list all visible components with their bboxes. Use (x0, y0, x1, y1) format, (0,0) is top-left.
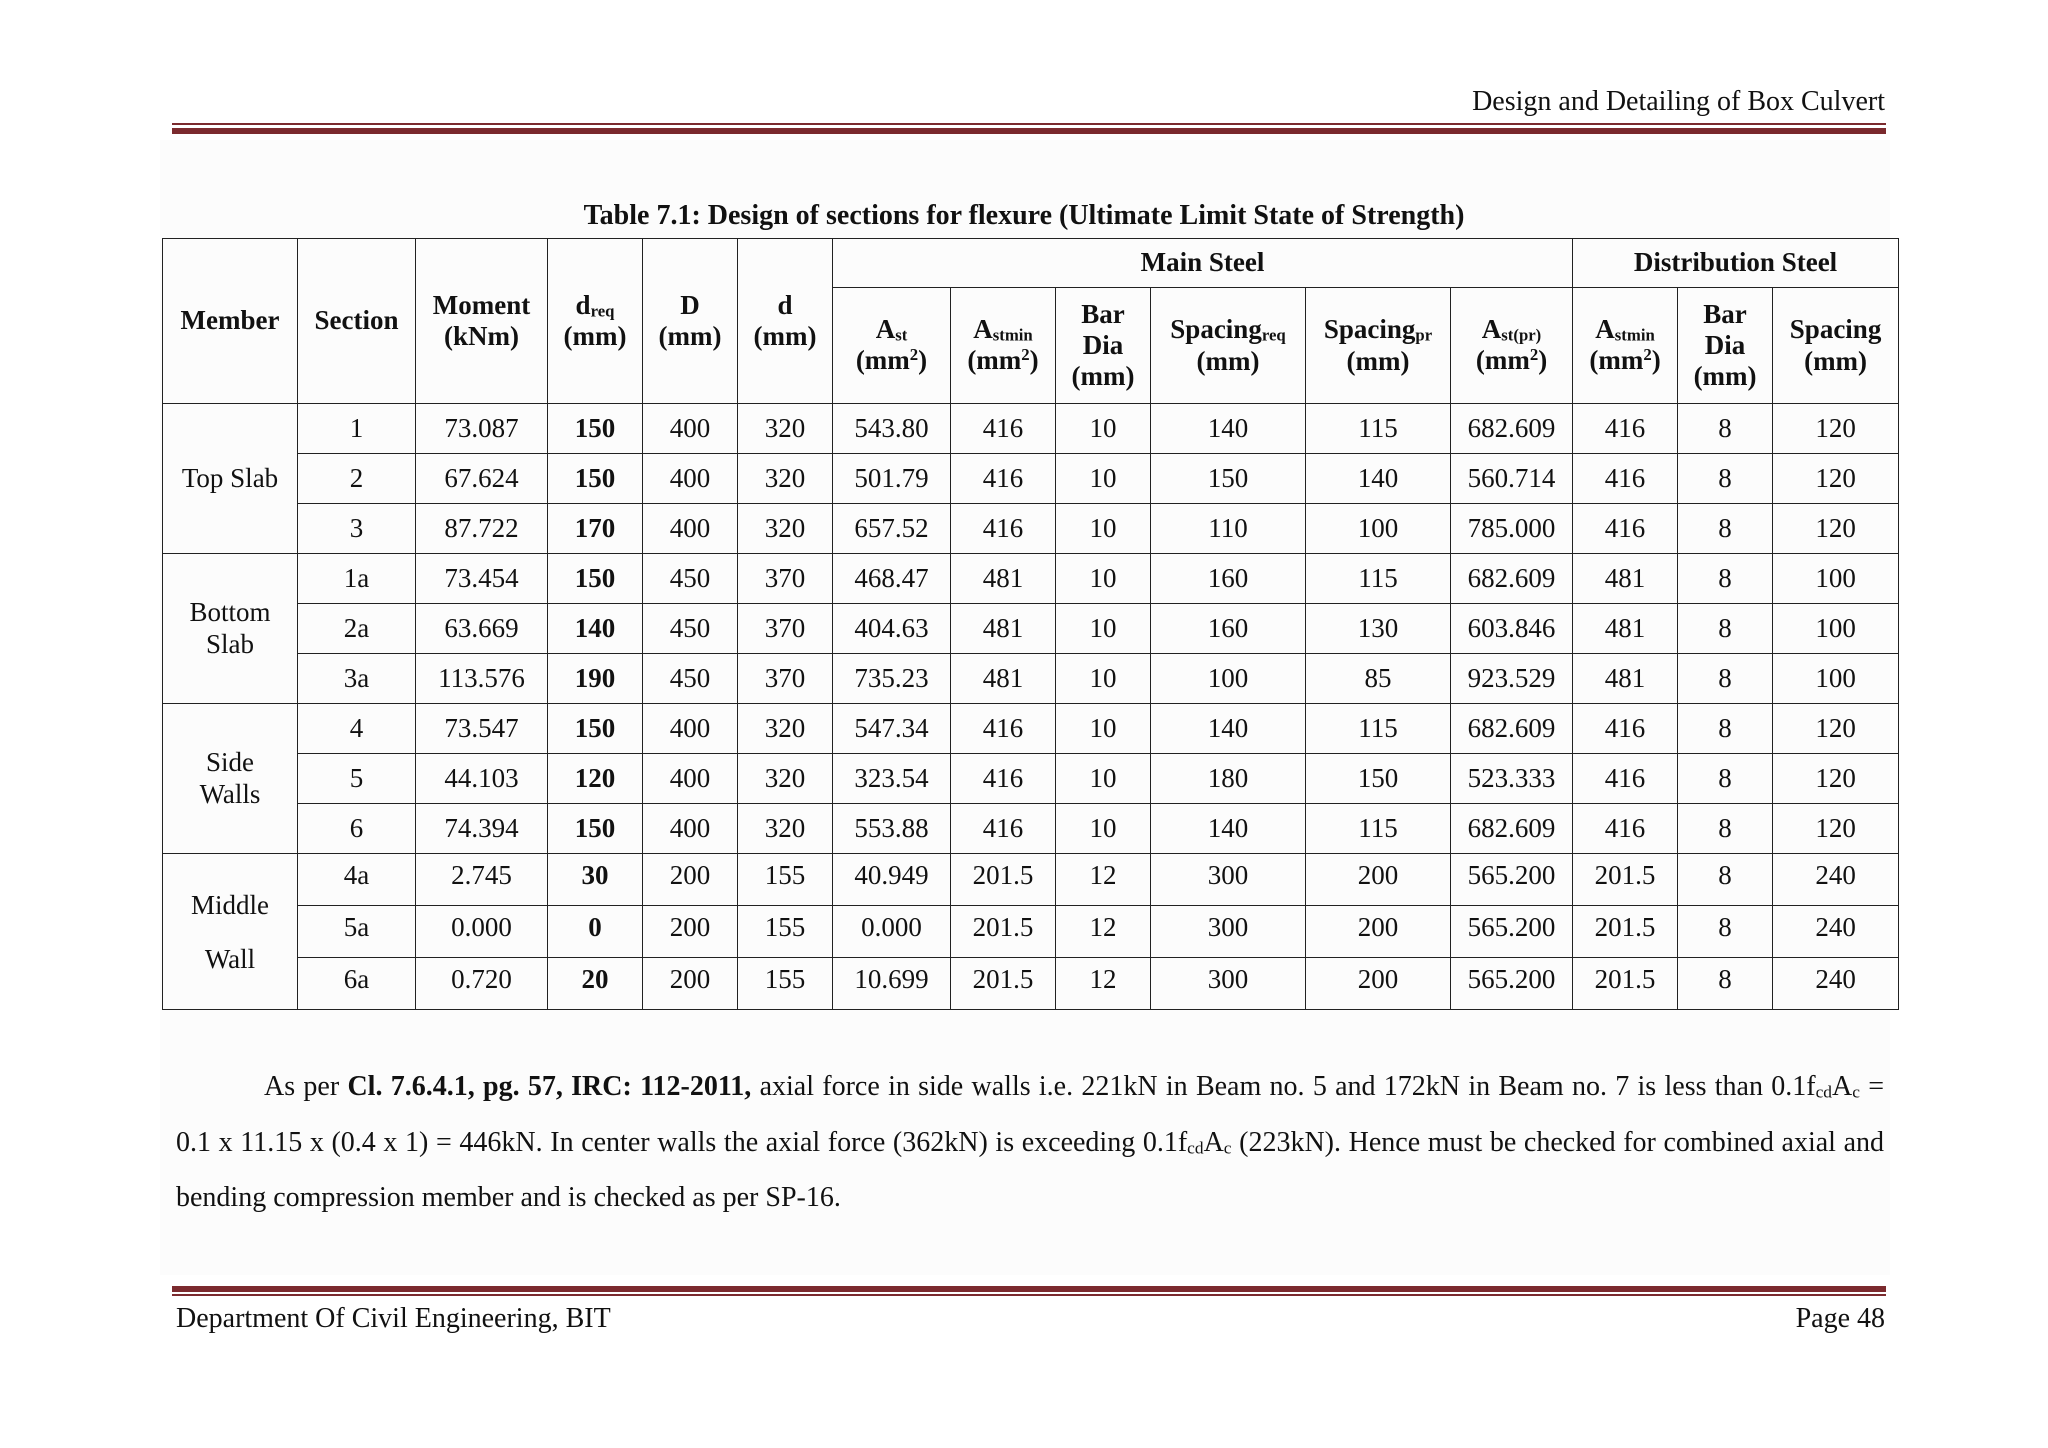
header-ast-pr-label: A (1481, 314, 1502, 345)
cell-ast-pr: 682.609 (1451, 704, 1573, 754)
para-A-1: A (1831, 1071, 1853, 1102)
cell-ast: 40.949 (833, 854, 951, 906)
header-bar-dia (1056, 288, 1151, 404)
cell-moment: 67.624 (416, 454, 548, 504)
header-spacing-req (1151, 288, 1306, 404)
header-dist-spacing-label: Spacing (1789, 314, 1882, 345)
cell-section: 6 (298, 804, 416, 854)
header-distribution-steel: Distribution Steel (1573, 239, 1899, 288)
cell-section: 3 (298, 504, 416, 554)
cell-ast-pr: 565.200 (1451, 906, 1573, 958)
cell-dist-astmin: 416 (1573, 504, 1678, 554)
cell-dreq: 30 (548, 854, 643, 906)
cell-ast-pr: 603.846 (1451, 604, 1573, 654)
header-astmin-unit: (mm (967, 345, 1022, 376)
table-row (163, 804, 1899, 854)
cell-dist-bar-dia: 8 (1678, 504, 1773, 554)
cell-d: 370 (738, 604, 833, 654)
flexure-design-table (162, 238, 1899, 1010)
header-ast-label: A (875, 314, 896, 345)
cell-ast-pr: 923.529 (1451, 654, 1573, 704)
cell-D: 450 (643, 554, 738, 604)
cell-astmin: 416 (951, 704, 1056, 754)
header-moment-unit: (kNm) (444, 321, 519, 351)
cell-spacing-req: 150 (1151, 454, 1306, 504)
cell-astmin: 416 (951, 754, 1056, 804)
cell-moment: 73.547 (416, 704, 548, 754)
cell-dist-bar-dia: 8 (1678, 454, 1773, 504)
cell-dist-bar-dia: 8 (1678, 654, 1773, 704)
cell-D: 400 (643, 404, 738, 454)
cell-ast: 10.699 (833, 958, 951, 1010)
cell-moment: 73.454 (416, 554, 548, 604)
cell-dreq: 140 (548, 604, 643, 654)
cell-dist-spacing: 120 (1773, 454, 1899, 504)
cell-spacing-req: 100 (1151, 654, 1306, 704)
cell-D: 450 (643, 654, 738, 704)
cell-spacing-req: 160 (1151, 554, 1306, 604)
cell-ast-pr: 682.609 (1451, 404, 1573, 454)
cell-spacing-req: 180 (1151, 754, 1306, 804)
header-dist-spacing-unit: (mm) (1804, 345, 1868, 376)
para-sub-c-2: c (1223, 1138, 1232, 1158)
cell-dist-bar-dia: 8 (1678, 604, 1773, 654)
cell-dist-spacing: 240 (1773, 906, 1899, 958)
cell-spacing-pr: 130 (1306, 604, 1451, 654)
table-row (163, 854, 1899, 906)
cell-section: 5 (298, 754, 416, 804)
cell-astmin: 416 (951, 454, 1056, 504)
cell-bar-dia: 10 (1056, 754, 1151, 804)
cell-dist-bar-dia: 8 (1678, 906, 1773, 958)
cell-d: 370 (738, 654, 833, 704)
header-spacing-req-unit: (mm) (1196, 345, 1260, 376)
header-astmin-label: A (973, 314, 993, 345)
cell-astmin: 481 (951, 654, 1056, 704)
cell-dreq: 150 (548, 704, 643, 754)
cell-bar-dia: 10 (1056, 704, 1151, 754)
cell-moment: 113.576 (416, 654, 548, 704)
cell-spacing-req: 140 (1151, 804, 1306, 854)
header-dreq (548, 239, 643, 404)
cell-dist-bar-dia: 8 (1678, 754, 1773, 804)
cell-section: 4a (298, 854, 416, 906)
cell-dist-spacing: 120 (1773, 704, 1899, 754)
header-spacing-pr-unit: (mm) (1346, 345, 1410, 376)
cell-spacing-pr: 200 (1306, 958, 1451, 1010)
footer-rule-thick (172, 1286, 1886, 1292)
cell-spacing-pr: 200 (1306, 854, 1451, 906)
cell-dist-spacing: 120 (1773, 804, 1899, 854)
cell-dist-bar-dia: 8 (1678, 804, 1773, 854)
header-rule-thin (172, 123, 1886, 125)
cell-dreq: 150 (548, 804, 643, 854)
cell-ast-pr: 565.200 (1451, 854, 1573, 906)
header-rule-thick (172, 128, 1886, 134)
cell-D: 400 (643, 804, 738, 854)
cell-dist-spacing: 100 (1773, 654, 1899, 704)
para-text-2: axial force in side walls i.e. 221kN in Beam no. 5 and 172kN in Beam no. 7 is less than 0.1f (751, 1071, 1816, 1102)
cell-dreq: 20 (548, 958, 643, 1010)
cell-bar-dia: 10 (1056, 654, 1151, 704)
cell-ast: 657.52 (833, 504, 951, 554)
header-dist-astmin-unit: (mm (1589, 345, 1644, 376)
header-D (643, 239, 738, 404)
cell-ast: 547.34 (833, 704, 951, 754)
cell-dist-spacing: 120 (1773, 404, 1899, 454)
cell-bar-dia: 10 (1056, 454, 1151, 504)
cell-bar-dia: 12 (1056, 958, 1151, 1010)
header-title: Design and Detailing of Box Culvert (1472, 86, 1885, 117)
header-ast-unit-sup: 2 (909, 345, 919, 365)
header-dist-astmin-unit-sup: 2 (1643, 345, 1652, 365)
cell-dist-spacing: 240 (1773, 958, 1899, 1010)
header-astmin-unit-sup: 2 (1021, 345, 1030, 365)
para-sub-c-1: c (1852, 1082, 1860, 1102)
cell-moment: 63.669 (416, 604, 548, 654)
cell-spacing-req: 140 (1151, 704, 1306, 754)
cell-spacing-req: 300 (1151, 906, 1306, 958)
header-bar-label: Bar (1081, 298, 1125, 329)
cell-ast: 501.79 (833, 454, 951, 504)
table-body (163, 404, 1899, 1010)
cell-spacing-pr: 115 (1306, 554, 1451, 604)
cell-spacing-req: 160 (1151, 604, 1306, 654)
cell-dist-bar-dia: 8 (1678, 854, 1773, 906)
member-name-cell: Bottom Slab (163, 554, 298, 704)
header-ast (833, 288, 951, 404)
cell-ast-pr: 682.609 (1451, 554, 1573, 604)
header-main-steel: Main Steel (833, 239, 1573, 288)
header-astmin (951, 288, 1056, 404)
table-row (163, 554, 1899, 604)
cell-spacing-req: 140 (1151, 404, 1306, 454)
cell-d: 320 (738, 804, 833, 854)
cell-spacing-req: 300 (1151, 958, 1306, 1010)
cell-d: 320 (738, 504, 833, 554)
cell-dist-astmin: 416 (1573, 704, 1678, 754)
cell-spacing-pr: 140 (1306, 454, 1451, 504)
header-d-unit: (mm) (753, 321, 817, 351)
header-ast-pr-unit: (mm (1475, 345, 1530, 376)
header-ast-unit-close: ) (918, 345, 928, 376)
cell-bar-dia: 10 (1056, 554, 1151, 604)
header-astmin-sub: stmin (992, 325, 1033, 345)
cell-moment: 0.000 (416, 906, 548, 958)
cell-spacing-req: 300 (1151, 854, 1306, 906)
cell-dist-astmin: 416 (1573, 454, 1678, 504)
footer-page-number: Page 48 (1795, 1303, 1885, 1334)
cell-D: 450 (643, 604, 738, 654)
header-spacing-pr-sub: pr (1415, 325, 1433, 345)
cell-dist-spacing: 240 (1773, 854, 1899, 906)
cell-dist-astmin: 416 (1573, 404, 1678, 454)
cell-dist-astmin: 416 (1573, 754, 1678, 804)
cell-dist-astmin: 481 (1573, 604, 1678, 654)
cell-section: 2a (298, 604, 416, 654)
header-dist-bar-dia (1678, 288, 1773, 404)
header-bar-dia-unit: (mm) (1071, 361, 1135, 392)
header-ast-pr-unit-close: ) (1538, 345, 1548, 376)
table-row (163, 958, 1899, 1010)
footer-department: Department Of Civil Engineering, BIT (176, 1303, 611, 1334)
cell-d: 320 (738, 454, 833, 504)
cell-astmin: 416 (951, 404, 1056, 454)
cell-spacing-pr: 150 (1306, 754, 1451, 804)
cell-astmin: 481 (951, 554, 1056, 604)
cell-dist-astmin: 481 (1573, 554, 1678, 604)
cell-dreq: 190 (548, 654, 643, 704)
cell-ast: 0.000 (833, 906, 951, 958)
cell-section: 6a (298, 958, 416, 1010)
header-dist-bar-dia-unit: (mm) (1693, 361, 1757, 392)
cell-ast: 543.80 (833, 404, 951, 454)
cell-d: 155 (738, 906, 833, 958)
para-text-4: (223kN). Hence must be checked for combined axial and bending compression member and is checked as per SP-16. (176, 1126, 1885, 1214)
cell-D: 200 (643, 906, 738, 958)
cell-ast-pr: 785.000 (1451, 504, 1573, 554)
table-row (163, 604, 1899, 654)
cell-dist-spacing: 120 (1773, 504, 1899, 554)
cell-ast: 323.54 (833, 754, 951, 804)
header-dreq-unit: (mm) (563, 321, 627, 351)
member-name-cell: Middle Wall (163, 854, 298, 1010)
cell-spacing-pr: 100 (1306, 504, 1451, 554)
para-sub-cd-2: cd (1187, 1138, 1204, 1158)
para-text-3: = 0.1 x 11.15 x (0.4 x 1) = 446kN. In center walls the axial force (362kN) is exceeding 0.1f (176, 1071, 1884, 1158)
header-ast-sub: st (895, 325, 908, 345)
header-member: Member (163, 239, 298, 404)
cell-dist-astmin: 481 (1573, 654, 1678, 704)
cell-dreq: 170 (548, 504, 643, 554)
cell-spacing-req: 110 (1151, 504, 1306, 554)
header-dreq-sub: req (590, 301, 615, 321)
table-row (163, 654, 1899, 704)
member-name-cell: Top Slab (163, 404, 298, 554)
cell-ast-pr: 560.714 (1451, 454, 1573, 504)
cell-bar-dia: 12 (1056, 906, 1151, 958)
header-dist-bar-label: Bar (1703, 298, 1747, 329)
table-row (163, 754, 1899, 804)
cell-D: 400 (643, 454, 738, 504)
cell-d: 320 (738, 704, 833, 754)
header-dist-astmin-sub: stmin (1614, 325, 1655, 345)
cell-dreq: 150 (548, 404, 643, 454)
cell-d: 320 (738, 404, 833, 454)
header-dist-spacing (1773, 288, 1899, 404)
table-row (163, 704, 1899, 754)
header-spacing-req-label: Spacing (1170, 314, 1262, 345)
cell-spacing-pr: 115 (1306, 404, 1451, 454)
header-dia-label: Dia (1082, 329, 1124, 360)
cell-d: 370 (738, 554, 833, 604)
cell-ast: 553.88 (833, 804, 951, 854)
header-D-label: D (680, 289, 700, 320)
table-row (163, 454, 1899, 504)
cell-spacing-pr: 115 (1306, 804, 1451, 854)
header-spacing-pr (1306, 288, 1451, 404)
cell-bar-dia: 10 (1056, 604, 1151, 654)
cell-moment: 44.103 (416, 754, 548, 804)
para-clause-reference: Cl. 7.6.4.1, pg. 57, IRC: 112-2011, (347, 1071, 752, 1102)
cell-bar-dia: 10 (1056, 504, 1151, 554)
cell-dist-bar-dia: 8 (1678, 704, 1773, 754)
header-section: Section (298, 239, 416, 404)
cell-astmin: 416 (951, 504, 1056, 554)
cell-ast: 404.63 (833, 604, 951, 654)
cell-astmin: 201.5 (951, 906, 1056, 958)
cell-section: 5a (298, 906, 416, 958)
cell-D: 200 (643, 854, 738, 906)
cell-moment: 0.720 (416, 958, 548, 1010)
cell-dist-astmin: 201.5 (1573, 854, 1678, 906)
cell-bar-dia: 12 (1056, 854, 1151, 906)
header-dist-astmin-label: A (1595, 314, 1615, 345)
cell-moment: 2.745 (416, 854, 548, 906)
header-dreq-label: d (575, 289, 591, 320)
cell-dist-bar-dia: 8 (1678, 554, 1773, 604)
cell-dreq: 120 (548, 754, 643, 804)
cell-D: 400 (643, 704, 738, 754)
cell-d: 155 (738, 854, 833, 906)
cell-moment: 74.394 (416, 804, 548, 854)
cell-ast: 468.47 (833, 554, 951, 604)
header-D-unit: (mm) (658, 321, 722, 351)
cell-spacing-pr: 85 (1306, 654, 1451, 704)
footer-rule-thin (172, 1294, 1886, 1296)
axial-check-paragraph (176, 1062, 1884, 1223)
cell-dist-astmin: 201.5 (1573, 906, 1678, 958)
header-ast-pr-unit-sup: 2 (1529, 345, 1539, 365)
header-d (738, 239, 833, 404)
header-d-label: d (777, 289, 793, 320)
cell-dist-spacing: 120 (1773, 754, 1899, 804)
header-dist-astmin (1573, 288, 1678, 404)
header-moment-label: Moment (432, 289, 531, 320)
cell-section: 3a (298, 654, 416, 704)
cell-section: 4 (298, 704, 416, 754)
header-ast-unit: (mm (855, 345, 910, 376)
header-spacing-pr-label: Spacing (1323, 314, 1416, 345)
table-caption: Table 7.1: Design of sections for flexure (Ultimate Limit State of Strength) (583, 200, 1465, 231)
para-A-2: A (1203, 1126, 1224, 1158)
cell-section: 1 (298, 404, 416, 454)
cell-bar-dia: 10 (1056, 404, 1151, 454)
cell-ast-pr: 565.200 (1451, 958, 1573, 1010)
cell-dist-bar-dia: 8 (1678, 958, 1773, 1010)
cell-dist-spacing: 100 (1773, 554, 1899, 604)
cell-d: 155 (738, 958, 833, 1010)
cell-D: 400 (643, 754, 738, 804)
header-astmin-unit-close: ) (1029, 345, 1039, 376)
cell-dreq: 150 (548, 554, 643, 604)
cell-astmin: 481 (951, 604, 1056, 654)
para-sub-cd-1: cd (1815, 1082, 1832, 1102)
para-text-1: As per (264, 1071, 348, 1102)
table-row (163, 404, 1899, 454)
cell-dreq: 150 (548, 454, 643, 504)
table-row (163, 504, 1899, 554)
cell-dist-astmin: 201.5 (1573, 958, 1678, 1010)
cell-spacing-pr: 115 (1306, 704, 1451, 754)
cell-moment: 73.087 (416, 404, 548, 454)
cell-astmin: 201.5 (951, 854, 1056, 906)
cell-ast: 735.23 (833, 654, 951, 704)
cell-dreq: 0 (548, 906, 643, 958)
header-dist-astmin-unit-close: ) (1651, 345, 1661, 376)
paragraph-text (176, 1062, 1884, 1223)
member-name-cell: Side Walls (163, 704, 298, 854)
cell-ast-pr: 523.333 (1451, 754, 1573, 804)
cell-D: 200 (643, 958, 738, 1010)
cell-dist-bar-dia: 8 (1678, 404, 1773, 454)
header-moment (416, 239, 548, 404)
cell-spacing-pr: 200 (1306, 906, 1451, 958)
cell-section: 2 (298, 454, 416, 504)
cell-section: 1a (298, 554, 416, 604)
cell-dist-spacing: 100 (1773, 604, 1899, 654)
cell-dist-astmin: 416 (1573, 804, 1678, 854)
table-row (163, 906, 1899, 958)
cell-D: 400 (643, 504, 738, 554)
header-ast-pr (1451, 288, 1573, 404)
header-dist-dia-label: Dia (1704, 329, 1746, 360)
cell-d: 320 (738, 754, 833, 804)
cell-astmin: 416 (951, 804, 1056, 854)
header-ast-pr-sub: st(pr) (1501, 325, 1542, 345)
cell-moment: 87.722 (416, 504, 548, 554)
cell-bar-dia: 10 (1056, 804, 1151, 854)
cell-ast-pr: 682.609 (1451, 804, 1573, 854)
cell-astmin: 201.5 (951, 958, 1056, 1010)
header-spacing-req-sub: req (1261, 325, 1286, 345)
